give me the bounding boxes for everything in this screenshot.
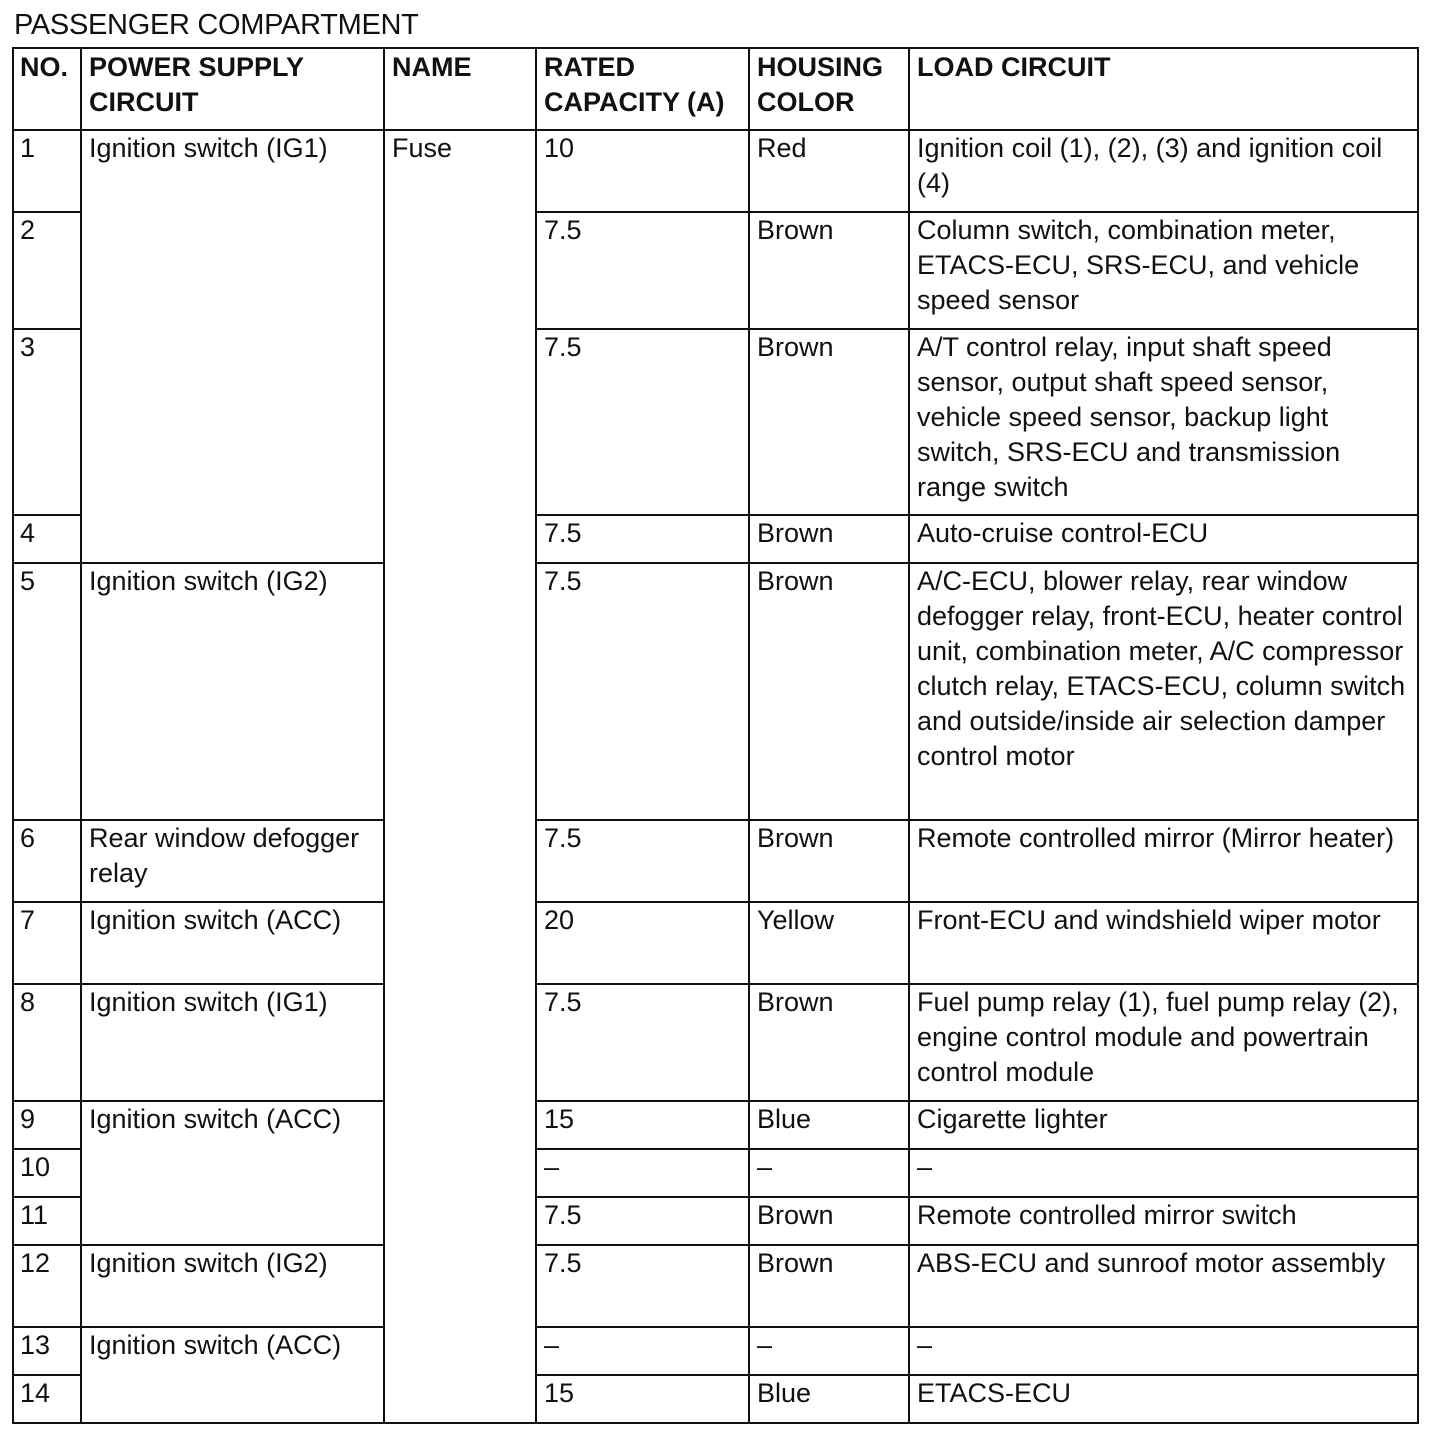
cell-no: 10 — [13, 1149, 81, 1197]
cell-color: Brown — [749, 984, 909, 1101]
cell-capacity: 7.5 — [536, 212, 749, 329]
table-row — [13, 1101, 1418, 1149]
cell-load: – — [909, 1149, 1418, 1197]
cell-load: Ignition coil (1), (2), (3) and ignition coil (4) — [909, 130, 1418, 212]
cell-capacity: 7.5 — [536, 984, 749, 1101]
cell-power-supply: Ignition switch (IG1) — [81, 130, 384, 563]
cell-no: 2 — [13, 212, 81, 329]
cell-load: Fuel pump relay (1), fuel pump relay (2), engine control module and powertrain control module — [909, 984, 1418, 1101]
cell-load: Remote controlled mirror switch — [909, 1197, 1418, 1245]
cell-power-supply: Ignition switch (ACC) — [81, 1101, 384, 1245]
cell-no: 4 — [13, 515, 81, 563]
cell-load: ETACS-ECU — [909, 1375, 1418, 1423]
cell-color: Yellow — [749, 902, 909, 984]
header-load-circuit: LOAD CIRCUIT — [909, 48, 1418, 130]
table-row — [13, 563, 1418, 820]
cell-power-supply: Ignition switch (IG2) — [81, 1245, 384, 1327]
header-housing-color: HOUSING COLOR — [749, 48, 909, 130]
cell-load: Cigarette lighter — [909, 1101, 1418, 1149]
cell-no: 14 — [13, 1375, 81, 1423]
cell-capacity: 20 — [536, 902, 749, 984]
cell-no: 12 — [13, 1245, 81, 1327]
table-row — [13, 130, 1418, 212]
cell-load: ABS-ECU and sunroof motor assembly — [909, 1245, 1418, 1327]
cell-no: 7 — [13, 902, 81, 984]
cell-color: Blue — [749, 1375, 909, 1423]
cell-color: Brown — [749, 1245, 909, 1327]
section-title: PASSENGER COMPARTMENT — [14, 9, 419, 41]
cell-power-supply: Ignition switch (IG2) — [81, 563, 384, 820]
cell-no: 6 — [13, 820, 81, 902]
cell-capacity: – — [536, 1149, 749, 1197]
cell-power-supply: Ignition switch (ACC) — [81, 1327, 384, 1423]
cell-load: – — [909, 1327, 1418, 1375]
cell-capacity: 15 — [536, 1101, 749, 1149]
cell-capacity: 10 — [536, 130, 749, 212]
cell-no: 8 — [13, 984, 81, 1101]
cell-no: 5 — [13, 563, 81, 820]
cell-power-supply: Rear window defogger relay — [81, 820, 384, 902]
cell-color: – — [749, 1327, 909, 1375]
cell-no: 1 — [13, 130, 81, 212]
header-rated-capacity: RATED CAPACITY (A) — [536, 48, 749, 130]
cell-name: Fuse — [384, 130, 536, 1423]
fuse-table — [12, 47, 1419, 1424]
header-name: NAME — [384, 48, 536, 130]
table-row — [13, 1245, 1418, 1327]
header-no: NO. — [13, 48, 81, 130]
cell-load: Column switch, combination meter, ETACS-ECU, SRS-ECU, and vehicle speed sensor — [909, 212, 1418, 329]
cell-color: Red — [749, 130, 909, 212]
table-header-row — [13, 48, 1418, 130]
cell-capacity: 7.5 — [536, 1245, 749, 1327]
cell-no: 13 — [13, 1327, 81, 1375]
cell-power-supply: Ignition switch (ACC) — [81, 902, 384, 984]
cell-capacity: – — [536, 1327, 749, 1375]
cell-color: Blue — [749, 1101, 909, 1149]
cell-color: Brown — [749, 329, 909, 515]
table-row — [13, 902, 1418, 984]
table-row — [13, 820, 1418, 902]
cell-color: Brown — [749, 820, 909, 902]
cell-capacity: 15 — [536, 1375, 749, 1423]
cell-load: Remote controlled mirror (Mirror heater) — [909, 820, 1418, 902]
table-row — [13, 1327, 1418, 1375]
cell-color: Brown — [749, 1197, 909, 1245]
cell-capacity: 7.5 — [536, 563, 749, 820]
cell-no: 9 — [13, 1101, 81, 1149]
cell-color: – — [749, 1149, 909, 1197]
cell-capacity: 7.5 — [536, 820, 749, 902]
cell-load: A/T control relay, input shaft speed sensor, output shaft speed sensor, vehicle speed sensor, backup light switch, SRS-ECU and transmission range switch — [909, 329, 1418, 515]
table-row — [13, 984, 1418, 1101]
cell-capacity: 7.5 — [536, 515, 749, 563]
cell-color: Brown — [749, 515, 909, 563]
cell-load: Front-ECU and windshield wiper motor — [909, 902, 1418, 984]
cell-color: Brown — [749, 212, 909, 329]
cell-load: Auto-cruise control-ECU — [909, 515, 1418, 563]
cell-capacity: 7.5 — [536, 329, 749, 515]
cell-power-supply: Ignition switch (IG1) — [81, 984, 384, 1101]
cell-no: 3 — [13, 329, 81, 515]
header-power-supply-circuit: POWER SUPPLY CIRCUIT — [81, 48, 384, 130]
cell-capacity: 7.5 — [536, 1197, 749, 1245]
cell-load: A/C-ECU, blower relay, rear window defogger relay, front-ECU, heater control unit, combination meter, A/C compressor clutch relay, ETACS-ECU, column switch and outside/inside air selection damper control motor — [909, 563, 1418, 820]
cell-color: Brown — [749, 563, 909, 820]
cell-no: 11 — [13, 1197, 81, 1245]
